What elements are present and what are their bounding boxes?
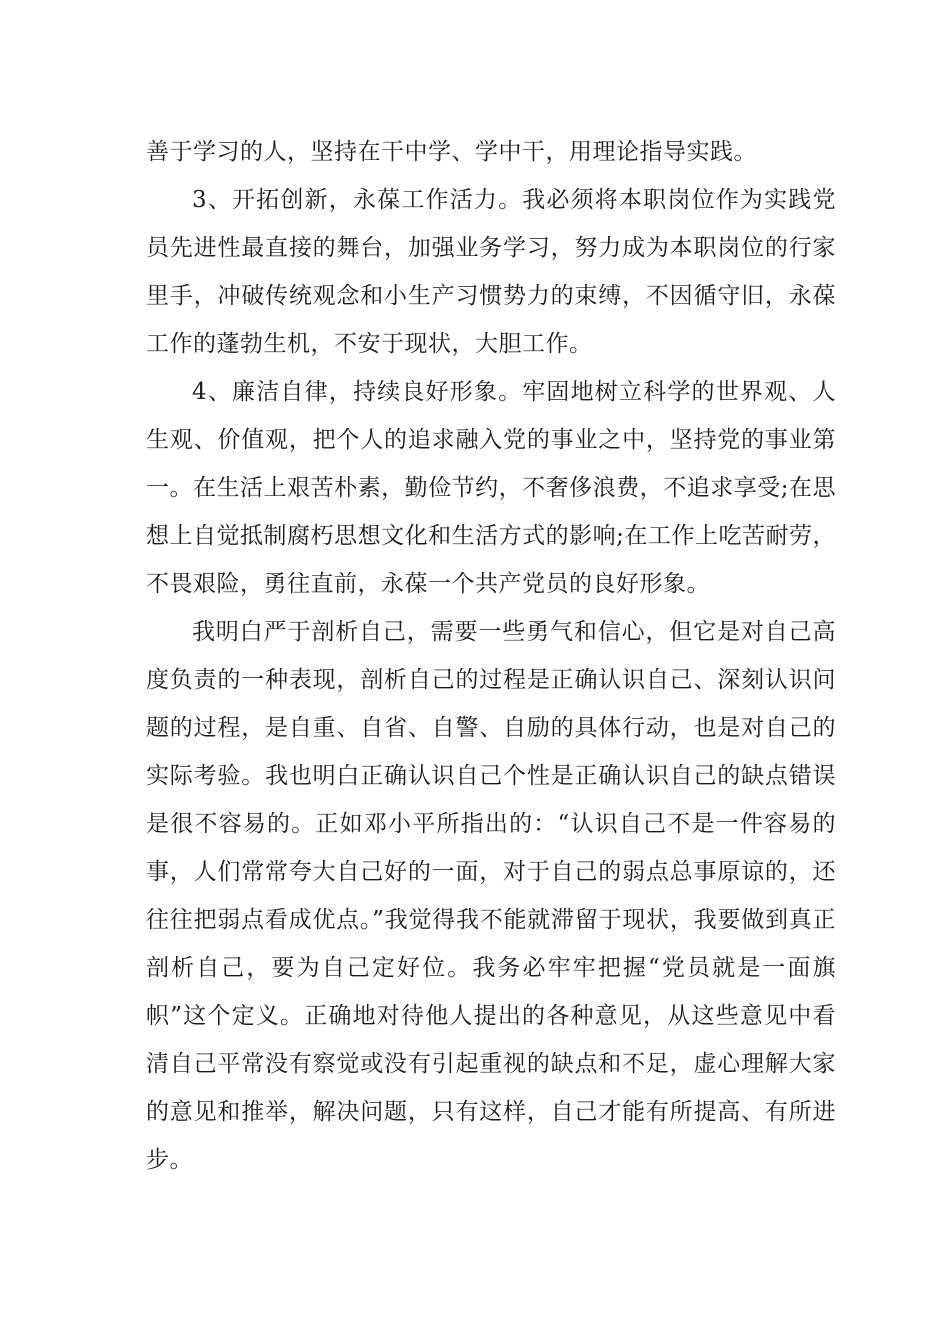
document-body [146,128,836,1184]
paragraph-self-analysis: 我明白严于剖析自己，需要一些勇气和信心，但它是对自己高度负责的一种表现，剖析自己的过程是正确认识自己、深刻认识问题的过程，是自重、自省、自警、自励的具体行动，也是对自己的实际考验。我也明白正确认识自己个性是正确认识自己的缺点错误是很不容易的。正如邓小平所指出的：“认识自己不是一件容易的事，人们常常夸大自己好的一面，对于自己的弱点总事原谅的，还往往把弱点看成优点。”我觉得我不能就滞留于现状，我要做到真正剖析自己，要为自己定好位。我务必牢牢把握“党员就是一面旗帜”这个定义。正确地对待他人提出的各种意见，从这些意见中看清自己平常没有察觉或没有引起重视的缺点和不足，虚心理解大家的意见和推举，解决问题，只有这样，自己才能有所提高、有所进步。 [146,619,836,1173]
paragraph-innovation: 3、开拓创新，永葆工作活力。我必须将本职岗位作为实践党员先进性最直接的舞台，加强业务学习，努力成为本职岗位的行家里手，冲破传统观念和小生产习惯势力的束缚，不因循守旧，永葆工作的蓬勃生机，不安于现状，大胆工作。 [146,187,836,357]
paragraph-continuation: 善于学习的人，坚持在干中学、学中干，用理论指导实践。 [146,139,757,165]
paragraph-integrity: 4、廉洁自律，持续良好形象。牢固地树立科学的世界观、人生观、价值观，把个人的追求融入党的事业之中，坚持党的事业第一。在生活上艰苦朴素，勤俭节约，不奢侈浪费，不追求享受;在思想上自觉抵制腐朽思想文化和生活方式的影响;在工作上吃苦耐劳，不畏艰险，勇往直前，永葆一个共产党员的良好形象。 [146,379,836,597]
